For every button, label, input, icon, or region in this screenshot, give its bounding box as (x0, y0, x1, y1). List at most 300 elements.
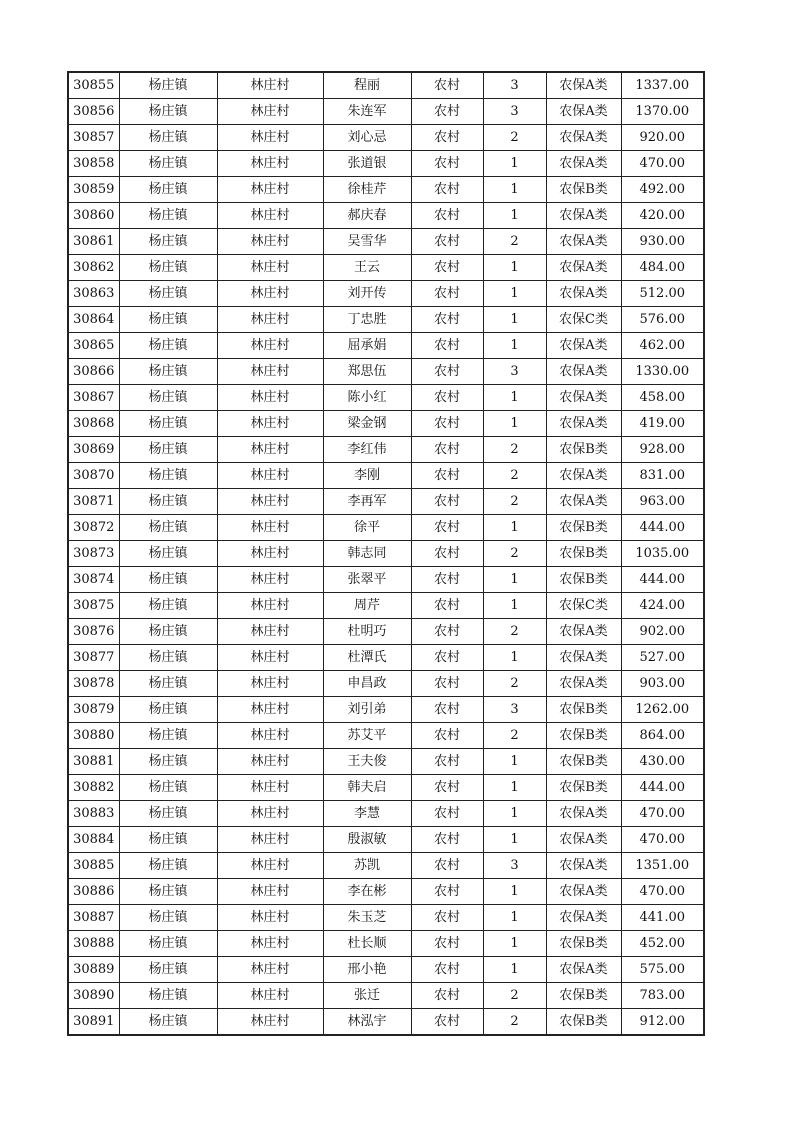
insurance-class-cell: 农保A类 (546, 489, 621, 515)
insurance-class-cell: 农保A类 (546, 125, 621, 151)
village-cell: 林庄村 (217, 281, 323, 307)
household-type-cell: 农村 (411, 827, 483, 853)
village-cell: 林庄村 (217, 359, 323, 385)
family-size-cell: 1 (483, 931, 546, 957)
insurance-class-cell: 农保A类 (546, 957, 621, 983)
family-size-cell: 1 (483, 281, 546, 307)
name-cell: 王云 (323, 255, 411, 281)
town-cell: 杨庄镇 (119, 229, 217, 255)
family-size-cell: 1 (483, 593, 546, 619)
household-type-cell: 农村 (411, 125, 483, 151)
name-cell: 吴雪华 (323, 229, 411, 255)
town-cell: 杨庄镇 (119, 957, 217, 983)
household-type-cell: 农村 (411, 957, 483, 983)
town-cell: 杨庄镇 (119, 359, 217, 385)
family-size-cell: 1 (483, 255, 546, 281)
name-cell: 殷淑敏 (323, 827, 411, 853)
insurance-class-cell: 农保A类 (546, 853, 621, 879)
amount-cell: 462.00 (621, 333, 704, 359)
village-cell: 林庄村 (217, 229, 323, 255)
name-cell: 李再军 (323, 489, 411, 515)
name-cell: 屈承娟 (323, 333, 411, 359)
table-row (68, 931, 704, 957)
insurance-class-cell: 农保A类 (546, 879, 621, 905)
town-cell: 杨庄镇 (119, 671, 217, 697)
household-type-cell: 农村 (411, 541, 483, 567)
table-row (68, 333, 704, 359)
name-cell: 刘开传 (323, 281, 411, 307)
insurance-class-cell: 农保B类 (546, 931, 621, 957)
household-type-cell: 农村 (411, 151, 483, 177)
table-row (68, 125, 704, 151)
village-cell: 林庄村 (217, 333, 323, 359)
insurance-class-cell: 农保A类 (546, 905, 621, 931)
table-row (68, 307, 704, 333)
family-size-cell: 3 (483, 359, 546, 385)
table-row (68, 983, 704, 1009)
record-number-cell: 30873 (68, 541, 119, 567)
family-size-cell: 3 (483, 72, 546, 99)
insurance-class-cell: 农保A类 (546, 203, 621, 229)
village-cell: 林庄村 (217, 463, 323, 489)
town-cell: 杨庄镇 (119, 541, 217, 567)
insurance-class-cell: 农保B类 (546, 515, 621, 541)
amount-cell: 783.00 (621, 983, 704, 1009)
record-number-cell: 30856 (68, 99, 119, 125)
household-type-cell: 农村 (411, 801, 483, 827)
family-size-cell: 2 (483, 1009, 546, 1036)
household-type-cell: 农村 (411, 853, 483, 879)
town-cell: 杨庄镇 (119, 72, 217, 99)
village-cell: 林庄村 (217, 385, 323, 411)
amount-cell: 452.00 (621, 931, 704, 957)
record-number-cell: 30857 (68, 125, 119, 151)
family-size-cell: 1 (483, 775, 546, 801)
name-cell: 申昌政 (323, 671, 411, 697)
insurance-class-cell: 农保B类 (546, 723, 621, 749)
insurance-class-cell: 农保A类 (546, 463, 621, 489)
insurance-class-cell: 农保A类 (546, 333, 621, 359)
family-size-cell: 2 (483, 489, 546, 515)
record-number-cell: 30871 (68, 489, 119, 515)
record-number-cell: 30865 (68, 333, 119, 359)
family-size-cell: 3 (483, 99, 546, 125)
town-cell: 杨庄镇 (119, 151, 217, 177)
name-cell: 陈小红 (323, 385, 411, 411)
amount-cell: 420.00 (621, 203, 704, 229)
table-row (68, 879, 704, 905)
record-number-cell: 30877 (68, 645, 119, 671)
town-cell: 杨庄镇 (119, 99, 217, 125)
town-cell: 杨庄镇 (119, 463, 217, 489)
insurance-class-cell: 农保B类 (546, 541, 621, 567)
family-size-cell: 3 (483, 697, 546, 723)
town-cell: 杨庄镇 (119, 385, 217, 411)
record-number-cell: 30867 (68, 385, 119, 411)
name-cell: 张迁 (323, 983, 411, 1009)
town-cell: 杨庄镇 (119, 489, 217, 515)
town-cell: 杨庄镇 (119, 177, 217, 203)
amount-cell: 470.00 (621, 827, 704, 853)
insurance-class-cell: 农保A类 (546, 645, 621, 671)
record-number-cell: 30887 (68, 905, 119, 931)
name-cell: 韩志同 (323, 541, 411, 567)
record-number-cell: 30881 (68, 749, 119, 775)
record-number-cell: 30880 (68, 723, 119, 749)
village-cell: 林庄村 (217, 307, 323, 333)
table-row (68, 723, 704, 749)
amount-cell: 512.00 (621, 281, 704, 307)
amount-cell: 444.00 (621, 515, 704, 541)
record-number-cell: 30855 (68, 72, 119, 99)
insurance-class-cell: 农保A类 (546, 801, 621, 827)
household-type-cell: 农村 (411, 255, 483, 281)
record-number-cell: 30860 (68, 203, 119, 229)
roster-body (68, 72, 704, 1035)
table-row (68, 177, 704, 203)
village-cell: 林庄村 (217, 1009, 323, 1036)
amount-cell: 419.00 (621, 411, 704, 437)
name-cell: 李红伟 (323, 437, 411, 463)
household-type-cell: 农村 (411, 879, 483, 905)
household-type-cell: 农村 (411, 229, 483, 255)
town-cell: 杨庄镇 (119, 775, 217, 801)
village-cell: 林庄村 (217, 203, 323, 229)
town-cell: 杨庄镇 (119, 645, 217, 671)
town-cell: 杨庄镇 (119, 853, 217, 879)
town-cell: 杨庄镇 (119, 593, 217, 619)
amount-cell: 444.00 (621, 567, 704, 593)
name-cell: 徐桂芹 (323, 177, 411, 203)
table-row (68, 385, 704, 411)
name-cell: 王夫俊 (323, 749, 411, 775)
record-number-cell: 30866 (68, 359, 119, 385)
town-cell: 杨庄镇 (119, 203, 217, 229)
town-cell: 杨庄镇 (119, 567, 217, 593)
insurance-class-cell: 农保C类 (546, 307, 621, 333)
town-cell: 杨庄镇 (119, 905, 217, 931)
household-type-cell: 农村 (411, 567, 483, 593)
family-size-cell: 2 (483, 437, 546, 463)
name-cell: 李刚 (323, 463, 411, 489)
insurance-class-cell: 农保B类 (546, 1009, 621, 1036)
amount-cell: 902.00 (621, 619, 704, 645)
amount-cell: 492.00 (621, 177, 704, 203)
insurance-class-cell: 农保A类 (546, 255, 621, 281)
village-cell: 林庄村 (217, 437, 323, 463)
roster-table (67, 71, 705, 1036)
town-cell: 杨庄镇 (119, 307, 217, 333)
table-row (68, 281, 704, 307)
name-cell: 韩夫启 (323, 775, 411, 801)
table-row (68, 151, 704, 177)
household-type-cell: 农村 (411, 593, 483, 619)
table-row (68, 411, 704, 437)
town-cell: 杨庄镇 (119, 619, 217, 645)
town-cell: 杨庄镇 (119, 1009, 217, 1036)
amount-cell: 963.00 (621, 489, 704, 515)
record-number-cell: 30863 (68, 281, 119, 307)
insurance-class-cell: 农保B类 (546, 749, 621, 775)
family-size-cell: 1 (483, 515, 546, 541)
amount-cell: 470.00 (621, 151, 704, 177)
household-type-cell: 农村 (411, 671, 483, 697)
table-row (68, 801, 704, 827)
name-cell: 朱连军 (323, 99, 411, 125)
town-cell: 杨庄镇 (119, 931, 217, 957)
village-cell: 林庄村 (217, 905, 323, 931)
insurance-class-cell: 农保A类 (546, 281, 621, 307)
insurance-class-cell: 农保B类 (546, 775, 621, 801)
record-number-cell: 30870 (68, 463, 119, 489)
name-cell: 丁忠胜 (323, 307, 411, 333)
household-type-cell: 农村 (411, 203, 483, 229)
village-cell: 林庄村 (217, 671, 323, 697)
record-number-cell: 30858 (68, 151, 119, 177)
village-cell: 林庄村 (217, 99, 323, 125)
household-type-cell: 农村 (411, 385, 483, 411)
record-number-cell: 30889 (68, 957, 119, 983)
village-cell: 林庄村 (217, 957, 323, 983)
village-cell: 林庄村 (217, 645, 323, 671)
amount-cell: 928.00 (621, 437, 704, 463)
village-cell: 林庄村 (217, 125, 323, 151)
household-type-cell: 农村 (411, 515, 483, 541)
amount-cell: 912.00 (621, 1009, 704, 1036)
amount-cell: 1337.00 (621, 72, 704, 99)
record-number-cell: 30888 (68, 931, 119, 957)
village-cell: 林庄村 (217, 541, 323, 567)
household-type-cell: 农村 (411, 72, 483, 99)
village-cell: 林庄村 (217, 697, 323, 723)
household-type-cell: 农村 (411, 411, 483, 437)
record-number-cell: 30876 (68, 619, 119, 645)
town-cell: 杨庄镇 (119, 255, 217, 281)
amount-cell: 470.00 (621, 879, 704, 905)
table-row (68, 463, 704, 489)
household-type-cell: 农村 (411, 359, 483, 385)
amount-cell: 444.00 (621, 775, 704, 801)
table-row (68, 515, 704, 541)
amount-cell: 575.00 (621, 957, 704, 983)
table-row (68, 541, 704, 567)
family-size-cell: 1 (483, 957, 546, 983)
town-cell: 杨庄镇 (119, 697, 217, 723)
village-cell: 林庄村 (217, 411, 323, 437)
name-cell: 李在彬 (323, 879, 411, 905)
household-type-cell: 农村 (411, 775, 483, 801)
amount-cell: 441.00 (621, 905, 704, 931)
family-size-cell: 3 (483, 853, 546, 879)
name-cell: 朱玉芝 (323, 905, 411, 931)
town-cell: 杨庄镇 (119, 281, 217, 307)
table-row (68, 593, 704, 619)
family-size-cell: 1 (483, 905, 546, 931)
amount-cell: 930.00 (621, 229, 704, 255)
name-cell: 郑思伍 (323, 359, 411, 385)
table-row (68, 645, 704, 671)
town-cell: 杨庄镇 (119, 723, 217, 749)
household-type-cell: 农村 (411, 333, 483, 359)
table-row (68, 255, 704, 281)
household-type-cell: 农村 (411, 723, 483, 749)
household-type-cell: 农村 (411, 1009, 483, 1036)
table-row (68, 749, 704, 775)
household-type-cell: 农村 (411, 983, 483, 1009)
village-cell: 林庄村 (217, 72, 323, 99)
village-cell: 林庄村 (217, 515, 323, 541)
amount-cell: 831.00 (621, 463, 704, 489)
insurance-class-cell: 农保A类 (546, 411, 621, 437)
table-row (68, 619, 704, 645)
table-row (68, 359, 704, 385)
record-number-cell: 30868 (68, 411, 119, 437)
amount-cell: 458.00 (621, 385, 704, 411)
household-type-cell: 农村 (411, 697, 483, 723)
table-row (68, 853, 704, 879)
record-number-cell: 30884 (68, 827, 119, 853)
family-size-cell: 1 (483, 827, 546, 853)
insurance-class-cell: 农保B类 (546, 697, 621, 723)
town-cell: 杨庄镇 (119, 411, 217, 437)
household-type-cell: 农村 (411, 905, 483, 931)
table-row (68, 671, 704, 697)
household-type-cell: 农村 (411, 749, 483, 775)
insurance-class-cell: 农保B类 (546, 983, 621, 1009)
record-number-cell: 30869 (68, 437, 119, 463)
table-row (68, 1009, 704, 1036)
family-size-cell: 1 (483, 749, 546, 775)
record-number-cell: 30891 (68, 1009, 119, 1036)
household-type-cell: 农村 (411, 99, 483, 125)
amount-cell: 470.00 (621, 801, 704, 827)
insurance-class-cell: 农保C类 (546, 593, 621, 619)
household-type-cell: 农村 (411, 645, 483, 671)
village-cell: 林庄村 (217, 983, 323, 1009)
name-cell: 徐平 (323, 515, 411, 541)
table-row (68, 489, 704, 515)
table-row (68, 567, 704, 593)
household-type-cell: 农村 (411, 281, 483, 307)
table-row (68, 905, 704, 931)
amount-cell: 1262.00 (621, 697, 704, 723)
name-cell: 杜长顺 (323, 931, 411, 957)
household-type-cell: 农村 (411, 489, 483, 515)
name-cell: 杜明巧 (323, 619, 411, 645)
insurance-class-cell: 农保A类 (546, 99, 621, 125)
table-row (68, 957, 704, 983)
record-number-cell: 30885 (68, 853, 119, 879)
table-row (68, 437, 704, 463)
household-type-cell: 农村 (411, 931, 483, 957)
amount-cell: 864.00 (621, 723, 704, 749)
insurance-class-cell: 农保A类 (546, 619, 621, 645)
village-cell: 林庄村 (217, 879, 323, 905)
village-cell: 林庄村 (217, 931, 323, 957)
village-cell: 林庄村 (217, 567, 323, 593)
family-size-cell: 2 (483, 229, 546, 255)
town-cell: 杨庄镇 (119, 437, 217, 463)
family-size-cell: 1 (483, 411, 546, 437)
name-cell: 张道银 (323, 151, 411, 177)
town-cell: 杨庄镇 (119, 879, 217, 905)
family-size-cell: 1 (483, 879, 546, 905)
name-cell: 李慧 (323, 801, 411, 827)
insurance-class-cell: 农保A类 (546, 671, 621, 697)
village-cell: 林庄村 (217, 619, 323, 645)
amount-cell: 424.00 (621, 593, 704, 619)
name-cell: 刘心忌 (323, 125, 411, 151)
record-number-cell: 30872 (68, 515, 119, 541)
household-type-cell: 农村 (411, 307, 483, 333)
town-cell: 杨庄镇 (119, 333, 217, 359)
village-cell: 林庄村 (217, 827, 323, 853)
table-row (68, 229, 704, 255)
family-size-cell: 2 (483, 619, 546, 645)
record-number-cell: 30879 (68, 697, 119, 723)
town-cell: 杨庄镇 (119, 125, 217, 151)
name-cell: 程丽 (323, 72, 411, 99)
table-row (68, 203, 704, 229)
name-cell: 邢小艳 (323, 957, 411, 983)
amount-cell: 903.00 (621, 671, 704, 697)
family-size-cell: 2 (483, 671, 546, 697)
village-cell: 林庄村 (217, 593, 323, 619)
village-cell: 林庄村 (217, 151, 323, 177)
village-cell: 林庄村 (217, 853, 323, 879)
family-size-cell: 2 (483, 541, 546, 567)
record-number-cell: 30878 (68, 671, 119, 697)
town-cell: 杨庄镇 (119, 827, 217, 853)
name-cell: 张翠平 (323, 567, 411, 593)
amount-cell: 484.00 (621, 255, 704, 281)
village-cell: 林庄村 (217, 255, 323, 281)
record-number-cell: 30883 (68, 801, 119, 827)
name-cell: 刘引弟 (323, 697, 411, 723)
village-cell: 林庄村 (217, 749, 323, 775)
town-cell: 杨庄镇 (119, 801, 217, 827)
table-row (68, 697, 704, 723)
family-size-cell: 1 (483, 203, 546, 229)
family-size-cell: 2 (483, 125, 546, 151)
insurance-class-cell: 农保B类 (546, 567, 621, 593)
name-cell: 梁金钢 (323, 411, 411, 437)
record-number-cell: 30859 (68, 177, 119, 203)
record-number-cell: 30862 (68, 255, 119, 281)
family-size-cell: 1 (483, 567, 546, 593)
village-cell: 林庄村 (217, 801, 323, 827)
amount-cell: 1035.00 (621, 541, 704, 567)
village-cell: 林庄村 (217, 723, 323, 749)
insurance-class-cell: 农保B类 (546, 177, 621, 203)
table-row (68, 775, 704, 801)
record-number-cell: 30886 (68, 879, 119, 905)
household-type-cell: 农村 (411, 463, 483, 489)
name-cell: 郝庆春 (323, 203, 411, 229)
name-cell: 周芹 (323, 593, 411, 619)
insurance-class-cell: 农保A类 (546, 827, 621, 853)
family-size-cell: 2 (483, 983, 546, 1009)
table-row (68, 827, 704, 853)
amount-cell: 920.00 (621, 125, 704, 151)
table-row (68, 72, 704, 99)
family-size-cell: 1 (483, 333, 546, 359)
household-type-cell: 农村 (411, 619, 483, 645)
town-cell: 杨庄镇 (119, 515, 217, 541)
family-size-cell: 2 (483, 463, 546, 489)
amount-cell: 1351.00 (621, 853, 704, 879)
amount-cell: 1330.00 (621, 359, 704, 385)
